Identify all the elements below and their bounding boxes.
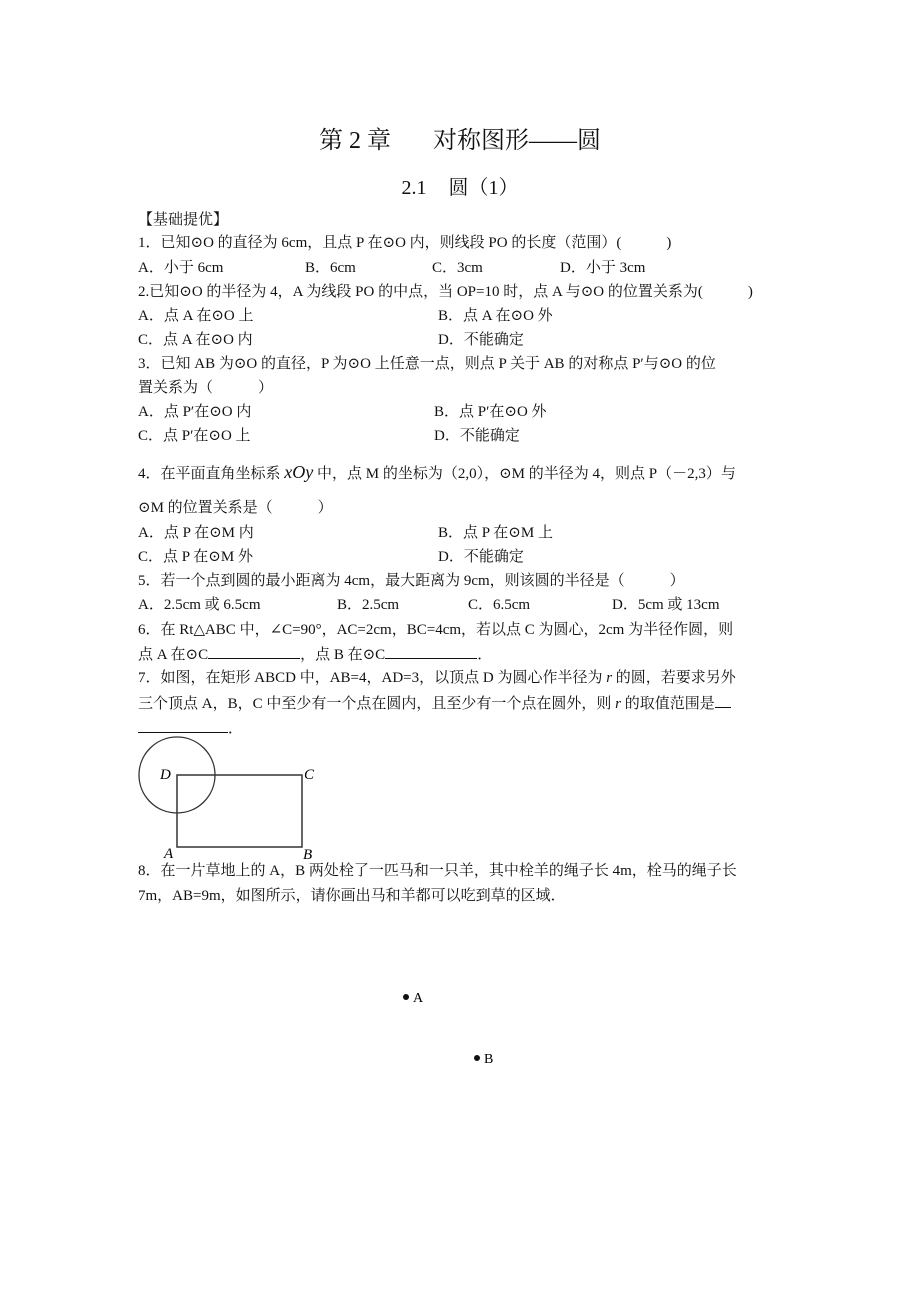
question-8-cont: 7m，AB=9m，如图所示，请你画出马和羊都可以吃到草的区域． (138, 888, 566, 904)
q1-option-a: A．小于 6cm (138, 260, 224, 276)
rectangle-circle-figure (130, 735, 330, 865)
question-number: 1． (138, 235, 161, 251)
point-b-label: B (484, 1052, 494, 1067)
label-a: A (164, 846, 174, 862)
q4-option-a: A．点 P 在⊙M 内 (138, 525, 254, 541)
question-2 (138, 282, 753, 302)
section-name: 圆（1） (448, 177, 519, 199)
question-text: 已知⊙O 的直径为 6cm，且点 P 在⊙O 内，则线段 PO 的长度（范围）( ) (160, 235, 672, 251)
question-number: 2. (138, 284, 150, 300)
question-text: 若一个点到圆的最小距离为 4cm，最大距离为 9cm，则该圆的半径是（ ） (160, 573, 685, 589)
question-4 (138, 462, 736, 484)
blank-b-label: ，点 B 在⊙C (300, 647, 386, 663)
point-b-dot (474, 1055, 480, 1061)
answer-blank-b[interactable] (385, 644, 477, 659)
question-text: 如图，在矩形 ABCD 中，AB=4，AD=3，以顶点 D 为圆心作半径为 (160, 670, 607, 686)
question-text: 三个顶点 A，B，C 中至少有一个点在圆内，且至少有一个点在圆外，则 (138, 696, 616, 712)
radius-var: r (606, 670, 613, 686)
question-text: 在一片草地上的 A，B 两处栓了一匹马和一只羊，其中栓羊的绳子长 4m，栓马的绳子长 (160, 863, 737, 879)
line-end: ． (228, 721, 244, 737)
chapter-title (0, 120, 920, 155)
question-number: 5． (138, 573, 161, 589)
q1-option-b: B．6cm (305, 260, 356, 276)
question-number: 6． (138, 622, 161, 638)
question-5 (138, 571, 685, 591)
coordinate-system-var: xOy (284, 462, 314, 482)
question-text: 已知 AB 为⊙O 的直径，P 为⊙O 上任意一点，则点 P 关于 AB 的对称点 P′与⊙O 的位 (160, 356, 716, 372)
section-title (0, 171, 920, 200)
q1-option-d: D．小于 3cm (560, 260, 646, 276)
answer-blank-range[interactable] (138, 718, 228, 733)
question-6 (138, 620, 733, 640)
point-a-label: A (413, 991, 424, 1006)
question-3-cont: 置关系为（ ） (138, 380, 274, 396)
q2-option-d: D．不能确定 (438, 332, 524, 348)
q5-option-c: C．6.5cm (468, 597, 531, 613)
q5-option-b: B．2.5cm (337, 597, 400, 613)
question-number: 8． (138, 863, 161, 879)
question-8 (138, 861, 737, 881)
radius-var: r (615, 696, 621, 712)
question-text: 在 Rt△ABC 中，∠C=90°，AC=2cm，BC=4cm，若以点 C 为圆心，2cm 为半径作圆，则 (160, 622, 734, 638)
question-7-cont (138, 693, 731, 714)
line-end: ． (477, 647, 493, 663)
q4-option-c: C．点 P 在⊙M 外 (138, 549, 253, 565)
answer-blank-a[interactable] (208, 644, 300, 659)
question-text: 已知⊙O 的半径为 4，A 为线段 PO 的中点，当 OP=10 时，点 A 与⊙O 的位置关系为( ) (149, 284, 753, 300)
section-label: 【基础提优】 (138, 212, 229, 228)
question-text: 在平面直角坐标系 (160, 466, 285, 482)
question-text-cont: 的取值范围是 (620, 696, 715, 712)
question-number: 4． (138, 466, 161, 482)
point-a-dot (403, 994, 409, 1000)
q4-option-b: B．点 P 在⊙M 上 (438, 525, 553, 541)
q3-option-c: C．点 P′在⊙O 上 (138, 428, 251, 444)
answer-blank-start[interactable] (715, 693, 731, 708)
blank-a-label: 点 A 在⊙C (138, 647, 209, 663)
q2-option-a: A．点 A 在⊙O 上 (138, 308, 254, 324)
question-1 (138, 233, 671, 253)
question-number: 7． (138, 670, 161, 686)
rectangle-abcd (177, 775, 302, 847)
question-4-cont: ⊙M 的位置关系是（ ） (138, 500, 333, 516)
question-3 (138, 354, 716, 374)
question-number: 3． (138, 356, 161, 372)
q1-option-c: C．3cm (432, 260, 483, 276)
q5-option-d: D．5cm 或 13cm (612, 597, 720, 613)
chapter-subject: 对称图形——圆 (433, 128, 601, 154)
question-6-cont (138, 644, 492, 665)
q2-option-c: C．点 A 在⊙O 内 (138, 332, 253, 348)
label-d: D (160, 767, 171, 783)
section-number: 2.1 (401, 177, 427, 199)
label-b: B (303, 847, 313, 863)
q5-option-a: A．2.5cm 或 6.5cm (138, 597, 261, 613)
question-text-cont: 中，点 M 的坐标为（2,0），⊙M 的半径为 4，则点 P（－2,3）与 (313, 466, 736, 482)
question-7 (138, 668, 736, 688)
label-c: C (304, 767, 315, 783)
q3-option-d: D．不能确定 (434, 428, 520, 444)
q3-option-a: A．点 P′在⊙O 内 (138, 404, 252, 420)
q3-option-b: B．点 P′在⊙O 外 (434, 404, 547, 420)
question-text-cont: 的圆，若要求另外 (612, 670, 736, 686)
q4-option-d: D．不能确定 (438, 549, 524, 565)
points-figure (395, 985, 505, 1070)
q2-option-b: B．点 A 在⊙O 外 (438, 308, 553, 324)
chapter-number: 第 2 章 (319, 128, 391, 154)
